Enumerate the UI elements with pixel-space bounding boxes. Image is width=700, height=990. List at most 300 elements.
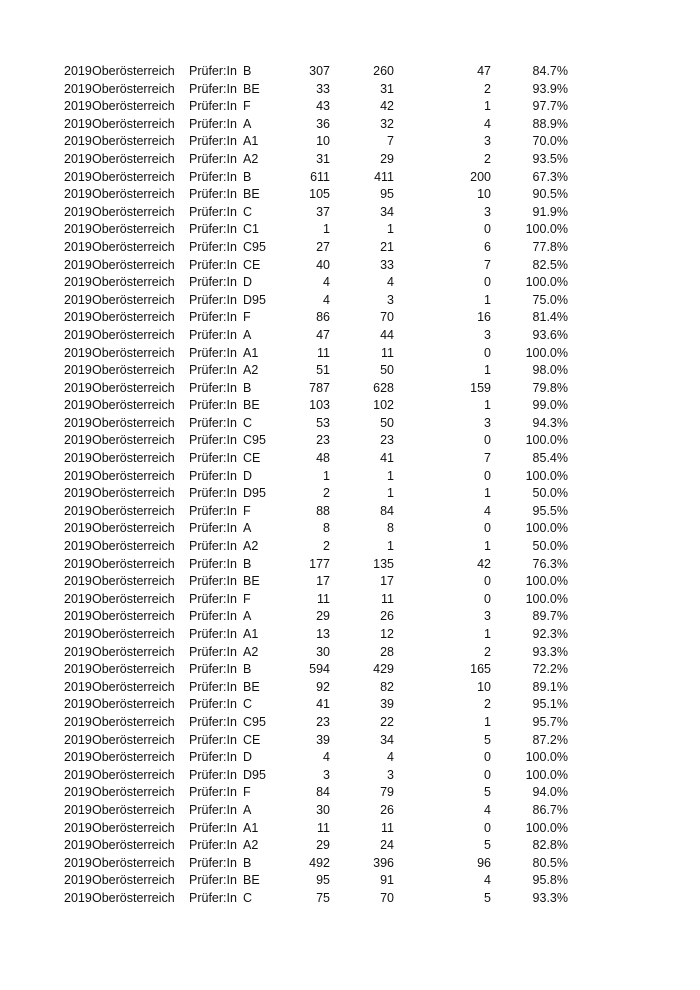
passed-cell: 12 bbox=[380, 627, 394, 641]
table-row bbox=[0, 98, 700, 116]
failed-cell: 47 bbox=[477, 64, 491, 78]
region-cell: Oberösterreich bbox=[92, 890, 175, 905]
year-cell: 2019 bbox=[64, 609, 92, 624]
role-cell: Prüfer:In bbox=[189, 169, 237, 184]
rate-cell: 92.3% bbox=[532, 627, 568, 641]
year-cell: 2019 bbox=[64, 855, 92, 870]
passed-cell: 21 bbox=[380, 239, 394, 254]
failed-cell: 1 bbox=[484, 539, 491, 554]
table-row bbox=[0, 274, 700, 292]
rate-cell: 79.8% bbox=[532, 380, 568, 395]
passed-cell: 42 bbox=[380, 99, 394, 114]
region-cell: Oberösterreich bbox=[92, 275, 175, 290]
total-cell: 37 bbox=[316, 204, 330, 219]
table-row bbox=[0, 116, 700, 134]
year-cell: 2019 bbox=[64, 363, 92, 378]
class-cell: B bbox=[243, 169, 252, 184]
year-cell: 2019 bbox=[64, 890, 92, 905]
table-row bbox=[0, 257, 700, 275]
passed-cell: 32 bbox=[380, 116, 394, 131]
spreadsheet-page bbox=[0, 63, 700, 908]
region-cell: Oberösterreich bbox=[92, 820, 175, 835]
rate-cell: 100.0% bbox=[525, 222, 568, 237]
failed-cell: 7 bbox=[484, 257, 491, 272]
year-cell: 2019 bbox=[64, 64, 92, 78]
rate-cell: 77.8% bbox=[532, 239, 568, 254]
role-cell: Prüfer:In bbox=[189, 503, 237, 518]
region-cell: Oberösterreich bbox=[92, 468, 175, 483]
rate-cell: 85.4% bbox=[532, 451, 568, 466]
class-cell: F bbox=[243, 503, 251, 518]
table-row bbox=[0, 820, 700, 838]
year-cell: 2019 bbox=[64, 222, 92, 237]
table-row bbox=[0, 186, 700, 204]
total-cell: 31 bbox=[316, 151, 330, 166]
class-cell: C1 bbox=[243, 222, 259, 237]
role-cell: Prüfer:In bbox=[189, 134, 237, 149]
total-cell: 30 bbox=[316, 802, 330, 817]
region-cell: Oberösterreich bbox=[92, 363, 175, 378]
failed-cell: 3 bbox=[484, 204, 491, 219]
total-cell: 11 bbox=[317, 345, 330, 360]
class-cell: F bbox=[243, 591, 251, 606]
failed-cell: 5 bbox=[484, 890, 491, 905]
role-cell: Prüfer:In bbox=[189, 486, 237, 501]
class-cell: A bbox=[243, 116, 252, 131]
year-cell: 2019 bbox=[64, 767, 92, 782]
passed-cell: 1 bbox=[387, 539, 394, 554]
table-row bbox=[0, 732, 700, 750]
role-cell: Prüfer:In bbox=[189, 855, 237, 870]
class-cell: CE bbox=[243, 257, 261, 272]
region-cell: Oberösterreich bbox=[92, 292, 175, 307]
rate-cell: 93.3% bbox=[532, 644, 568, 659]
year-cell: 2019 bbox=[64, 468, 92, 483]
region-cell: Oberösterreich bbox=[92, 81, 175, 96]
year-cell: 2019 bbox=[64, 275, 92, 290]
failed-cell: 5 bbox=[484, 838, 491, 853]
year-cell: 2019 bbox=[64, 591, 92, 606]
region-cell: Oberösterreich bbox=[92, 802, 175, 817]
table-row bbox=[0, 63, 700, 81]
role-cell: Prüfer:In bbox=[189, 802, 237, 817]
year-cell: 2019 bbox=[64, 697, 92, 712]
region-cell: Oberösterreich bbox=[92, 134, 175, 149]
failed-cell: 96 bbox=[477, 855, 491, 870]
year-cell: 2019 bbox=[64, 714, 92, 729]
region-cell: Oberösterreich bbox=[92, 750, 175, 765]
role-cell: Prüfer:In bbox=[189, 222, 237, 237]
role-cell: Prüfer:In bbox=[189, 820, 237, 835]
passed-cell: 91 bbox=[380, 873, 394, 888]
year-cell: 2019 bbox=[64, 503, 92, 518]
passed-cell: 17 bbox=[380, 574, 394, 589]
year-cell: 2019 bbox=[64, 644, 92, 659]
year-cell: 2019 bbox=[64, 327, 92, 342]
year-cell: 2019 bbox=[64, 380, 92, 395]
role-cell: Prüfer:In bbox=[189, 785, 237, 800]
rate-cell: 87.2% bbox=[532, 732, 568, 747]
role-cell: Prüfer:In bbox=[189, 679, 237, 694]
total-cell: 105 bbox=[309, 187, 330, 202]
total-cell: 492 bbox=[309, 855, 330, 870]
table-row bbox=[0, 696, 700, 714]
class-cell: C95 bbox=[243, 714, 266, 729]
role-cell: Prüfer:In bbox=[189, 187, 237, 202]
class-cell: A bbox=[243, 327, 252, 342]
total-cell: 177 bbox=[309, 556, 330, 571]
total-cell: 41 bbox=[316, 697, 330, 712]
total-cell: 2 bbox=[323, 539, 330, 554]
year-cell: 2019 bbox=[64, 239, 92, 254]
total-cell: 13 bbox=[316, 627, 330, 641]
table-row bbox=[0, 890, 700, 908]
passed-cell: 396 bbox=[373, 855, 394, 870]
rate-cell: 100.0% bbox=[525, 521, 568, 536]
year-cell: 2019 bbox=[64, 134, 92, 149]
region-cell: Oberösterreich bbox=[92, 222, 175, 237]
role-cell: Prüfer:In bbox=[189, 591, 237, 606]
total-cell: 611 bbox=[310, 169, 330, 184]
failed-cell: 1 bbox=[484, 398, 491, 413]
year-cell: 2019 bbox=[64, 838, 92, 853]
passed-cell: 411 bbox=[374, 169, 394, 184]
table-row bbox=[0, 397, 700, 415]
role-cell: Prüfer:In bbox=[189, 310, 237, 325]
table-row bbox=[0, 591, 700, 609]
passed-cell: 34 bbox=[380, 204, 394, 219]
region-cell: Oberösterreich bbox=[92, 187, 175, 202]
rate-cell: 67.3% bbox=[532, 169, 568, 184]
rate-cell: 94.3% bbox=[532, 415, 568, 430]
year-cell: 2019 bbox=[64, 539, 92, 554]
failed-cell: 0 bbox=[484, 345, 491, 360]
region-cell: Oberösterreich bbox=[92, 767, 175, 782]
region-cell: Oberösterreich bbox=[92, 257, 175, 272]
total-cell: 88 bbox=[316, 503, 330, 518]
failed-cell: 159 bbox=[470, 380, 491, 395]
failed-cell: 0 bbox=[484, 275, 491, 290]
passed-cell: 4 bbox=[387, 275, 394, 290]
rate-cell: 76.3% bbox=[532, 556, 568, 571]
class-cell: C95 bbox=[243, 433, 266, 448]
role-cell: Prüfer:In bbox=[189, 151, 237, 166]
region-cell: Oberösterreich bbox=[92, 451, 175, 466]
rate-cell: 75.0% bbox=[532, 292, 568, 307]
total-cell: 53 bbox=[316, 415, 330, 430]
class-cell: A2 bbox=[243, 838, 259, 853]
table-row bbox=[0, 573, 700, 591]
rate-cell: 99.0% bbox=[532, 398, 568, 413]
failed-cell: 3 bbox=[484, 609, 491, 624]
region-cell: Oberösterreich bbox=[92, 556, 175, 571]
passed-cell: 70 bbox=[380, 890, 394, 905]
region-cell: Oberösterreich bbox=[92, 644, 175, 659]
role-cell: Prüfer:In bbox=[189, 415, 237, 430]
table-row bbox=[0, 380, 700, 398]
class-cell: A bbox=[243, 802, 252, 817]
role-cell: Prüfer:In bbox=[189, 257, 237, 272]
class-cell: A2 bbox=[243, 151, 259, 166]
passed-cell: 28 bbox=[380, 644, 394, 659]
region-cell: Oberösterreich bbox=[92, 116, 175, 131]
class-cell: F bbox=[243, 99, 251, 114]
class-cell: A bbox=[243, 521, 252, 536]
table-row bbox=[0, 485, 700, 503]
passed-cell: 31 bbox=[380, 81, 394, 96]
failed-cell: 2 bbox=[484, 644, 491, 659]
failed-cell: 7 bbox=[484, 451, 491, 466]
total-cell: 48 bbox=[316, 451, 330, 466]
rate-cell: 86.7% bbox=[532, 802, 568, 817]
total-cell: 36 bbox=[316, 116, 330, 131]
role-cell: Prüfer:In bbox=[189, 609, 237, 624]
rate-cell: 95.5% bbox=[532, 503, 568, 518]
role-cell: Prüfer:In bbox=[189, 838, 237, 853]
class-cell: D95 bbox=[243, 292, 266, 307]
passed-cell: 50 bbox=[380, 415, 394, 430]
role-cell: Prüfer:In bbox=[189, 363, 237, 378]
failed-cell: 0 bbox=[484, 433, 491, 448]
role-cell: Prüfer:In bbox=[189, 767, 237, 782]
table-row bbox=[0, 432, 700, 450]
total-cell: 95 bbox=[316, 873, 330, 888]
role-cell: Prüfer:In bbox=[189, 539, 237, 554]
total-cell: 1 bbox=[323, 222, 330, 237]
region-cell: Oberösterreich bbox=[92, 855, 175, 870]
failed-cell: 0 bbox=[484, 521, 491, 536]
role-cell: Prüfer:In bbox=[189, 714, 237, 729]
year-cell: 2019 bbox=[64, 873, 92, 888]
table-row bbox=[0, 767, 700, 785]
total-cell: 2 bbox=[323, 486, 330, 501]
table-row bbox=[0, 362, 700, 380]
year-cell: 2019 bbox=[64, 679, 92, 694]
class-cell: CE bbox=[243, 451, 261, 466]
role-cell: Prüfer:In bbox=[189, 890, 237, 905]
failed-cell: 4 bbox=[484, 116, 491, 131]
class-cell: B bbox=[243, 855, 252, 870]
total-cell: 92 bbox=[316, 679, 330, 694]
class-cell: A1 bbox=[243, 627, 259, 641]
rate-cell: 93.6% bbox=[532, 327, 568, 342]
failed-cell: 4 bbox=[484, 802, 491, 817]
table-row bbox=[0, 133, 700, 151]
passed-cell: 44 bbox=[380, 327, 394, 342]
table-row bbox=[0, 679, 700, 697]
region-cell: Oberösterreich bbox=[92, 539, 175, 554]
table-row bbox=[0, 556, 700, 574]
total-cell: 29 bbox=[316, 609, 330, 624]
passed-cell: 23 bbox=[380, 433, 394, 448]
class-cell: C bbox=[243, 890, 253, 905]
failed-cell: 0 bbox=[484, 468, 491, 483]
region-cell: Oberösterreich bbox=[92, 873, 175, 888]
role-cell: Prüfer:In bbox=[189, 99, 237, 114]
total-cell: 39 bbox=[316, 732, 330, 747]
table-row bbox=[0, 538, 700, 556]
region-cell: Oberösterreich bbox=[92, 697, 175, 712]
region-cell: Oberösterreich bbox=[92, 521, 175, 536]
class-cell: C95 bbox=[243, 239, 266, 254]
passed-cell: 7 bbox=[387, 134, 394, 149]
region-cell: Oberösterreich bbox=[92, 151, 175, 166]
failed-cell: 10 bbox=[477, 679, 491, 694]
passed-cell: 22 bbox=[380, 714, 394, 729]
rate-cell: 100.0% bbox=[525, 820, 568, 835]
failed-cell: 10 bbox=[477, 187, 491, 202]
year-cell: 2019 bbox=[64, 187, 92, 202]
year-cell: 2019 bbox=[64, 169, 92, 184]
role-cell: Prüfer:In bbox=[189, 662, 237, 677]
class-cell: A2 bbox=[243, 539, 259, 554]
failed-cell: 0 bbox=[484, 574, 491, 589]
class-cell: F bbox=[243, 310, 251, 325]
class-cell: A1 bbox=[243, 345, 259, 360]
class-cell: BE bbox=[243, 187, 260, 202]
table-row bbox=[0, 169, 700, 187]
passed-cell: 39 bbox=[380, 697, 394, 712]
rate-cell: 50.0% bbox=[532, 539, 568, 554]
rate-cell: 100.0% bbox=[525, 750, 568, 765]
class-cell: D bbox=[243, 468, 253, 483]
rate-cell: 100.0% bbox=[525, 574, 568, 589]
total-cell: 23 bbox=[316, 714, 330, 729]
region-cell: Oberösterreich bbox=[92, 327, 175, 342]
passed-cell: 1 bbox=[387, 468, 394, 483]
rate-cell: 90.5% bbox=[532, 187, 568, 202]
rate-cell: 88.9% bbox=[532, 116, 568, 131]
class-cell: A1 bbox=[243, 820, 259, 835]
year-cell: 2019 bbox=[64, 310, 92, 325]
rate-cell: 72.2% bbox=[532, 662, 568, 677]
class-cell: C bbox=[243, 697, 253, 712]
failed-cell: 1 bbox=[484, 627, 491, 641]
rate-cell: 98.0% bbox=[532, 363, 568, 378]
role-cell: Prüfer:In bbox=[189, 521, 237, 536]
class-cell: BE bbox=[243, 398, 260, 413]
failed-cell: 1 bbox=[484, 292, 491, 307]
region-cell: Oberösterreich bbox=[92, 627, 175, 641]
passed-cell: 26 bbox=[380, 802, 394, 817]
region-cell: Oberösterreich bbox=[92, 345, 175, 360]
role-cell: Prüfer:In bbox=[189, 380, 237, 395]
rate-cell: 82.8% bbox=[532, 838, 568, 853]
rate-cell: 50.0% bbox=[532, 486, 568, 501]
class-cell: B bbox=[243, 662, 252, 677]
passed-cell: 84 bbox=[380, 503, 394, 518]
year-cell: 2019 bbox=[64, 433, 92, 448]
class-cell: BE bbox=[243, 81, 260, 96]
role-cell: Prüfer:In bbox=[189, 433, 237, 448]
role-cell: Prüfer:In bbox=[189, 116, 237, 131]
class-cell: CE bbox=[243, 732, 261, 747]
year-cell: 2019 bbox=[64, 486, 92, 501]
failed-cell: 6 bbox=[484, 239, 491, 254]
passed-cell: 82 bbox=[380, 679, 394, 694]
year-cell: 2019 bbox=[64, 802, 92, 817]
role-cell: Prüfer:In bbox=[189, 81, 237, 96]
passed-cell: 11 bbox=[381, 591, 394, 606]
rate-cell: 89.7% bbox=[532, 609, 568, 624]
role-cell: Prüfer:In bbox=[189, 64, 237, 78]
table-row bbox=[0, 608, 700, 626]
passed-cell: 8 bbox=[387, 521, 394, 536]
region-cell: Oberösterreich bbox=[92, 732, 175, 747]
failed-cell: 4 bbox=[484, 503, 491, 518]
class-cell: C bbox=[243, 204, 253, 219]
failed-cell: 5 bbox=[484, 732, 491, 747]
rate-cell: 100.0% bbox=[525, 767, 568, 782]
failed-cell: 1 bbox=[484, 486, 491, 501]
year-cell: 2019 bbox=[64, 204, 92, 219]
table-row bbox=[0, 151, 700, 169]
total-cell: 51 bbox=[316, 363, 330, 378]
failed-cell: 4 bbox=[484, 873, 491, 888]
region-cell: Oberösterreich bbox=[92, 415, 175, 430]
rate-cell: 82.5% bbox=[532, 257, 568, 272]
class-cell: A2 bbox=[243, 644, 259, 659]
rate-cell: 100.0% bbox=[525, 345, 568, 360]
year-cell: 2019 bbox=[64, 820, 92, 835]
class-cell: B bbox=[243, 556, 252, 571]
passed-cell: 34 bbox=[380, 732, 394, 747]
role-cell: Prüfer:In bbox=[189, 327, 237, 342]
class-cell: A2 bbox=[243, 363, 259, 378]
year-cell: 2019 bbox=[64, 116, 92, 131]
total-cell: 11 bbox=[317, 591, 330, 606]
table-row bbox=[0, 626, 700, 644]
rate-cell: 100.0% bbox=[525, 591, 568, 606]
total-cell: 30 bbox=[316, 644, 330, 659]
failed-cell: 0 bbox=[484, 222, 491, 237]
region-cell: Oberösterreich bbox=[92, 380, 175, 395]
role-cell: Prüfer:In bbox=[189, 750, 237, 765]
passed-cell: 11 bbox=[381, 820, 394, 835]
region-cell: Oberösterreich bbox=[92, 433, 175, 448]
year-cell: 2019 bbox=[64, 556, 92, 571]
role-cell: Prüfer:In bbox=[189, 204, 237, 219]
table-row bbox=[0, 468, 700, 486]
passed-cell: 50 bbox=[380, 363, 394, 378]
passed-cell: 26 bbox=[380, 609, 394, 624]
table-row bbox=[0, 714, 700, 732]
role-cell: Prüfer:In bbox=[189, 732, 237, 747]
region-cell: Oberösterreich bbox=[92, 679, 175, 694]
region-cell: Oberösterreich bbox=[92, 838, 175, 853]
region-cell: Oberösterreich bbox=[92, 574, 175, 589]
year-cell: 2019 bbox=[64, 521, 92, 536]
table-row bbox=[0, 239, 700, 257]
region-cell: Oberösterreich bbox=[92, 486, 175, 501]
table-row bbox=[0, 204, 700, 222]
rate-cell: 95.1% bbox=[532, 697, 568, 712]
failed-cell: 3 bbox=[484, 134, 491, 149]
class-cell: B bbox=[243, 380, 252, 395]
rate-cell: 91.9% bbox=[532, 204, 568, 219]
passed-cell: 429 bbox=[373, 662, 394, 677]
total-cell: 307 bbox=[309, 64, 330, 78]
total-cell: 40 bbox=[316, 257, 330, 272]
total-cell: 8 bbox=[323, 521, 330, 536]
total-cell: 4 bbox=[323, 750, 330, 765]
total-cell: 594 bbox=[309, 662, 330, 677]
passed-cell: 1 bbox=[387, 486, 394, 501]
region-cell: Oberösterreich bbox=[92, 310, 175, 325]
year-cell: 2019 bbox=[64, 81, 92, 96]
passed-cell: 135 bbox=[373, 556, 394, 571]
region-cell: Oberösterreich bbox=[92, 398, 175, 413]
